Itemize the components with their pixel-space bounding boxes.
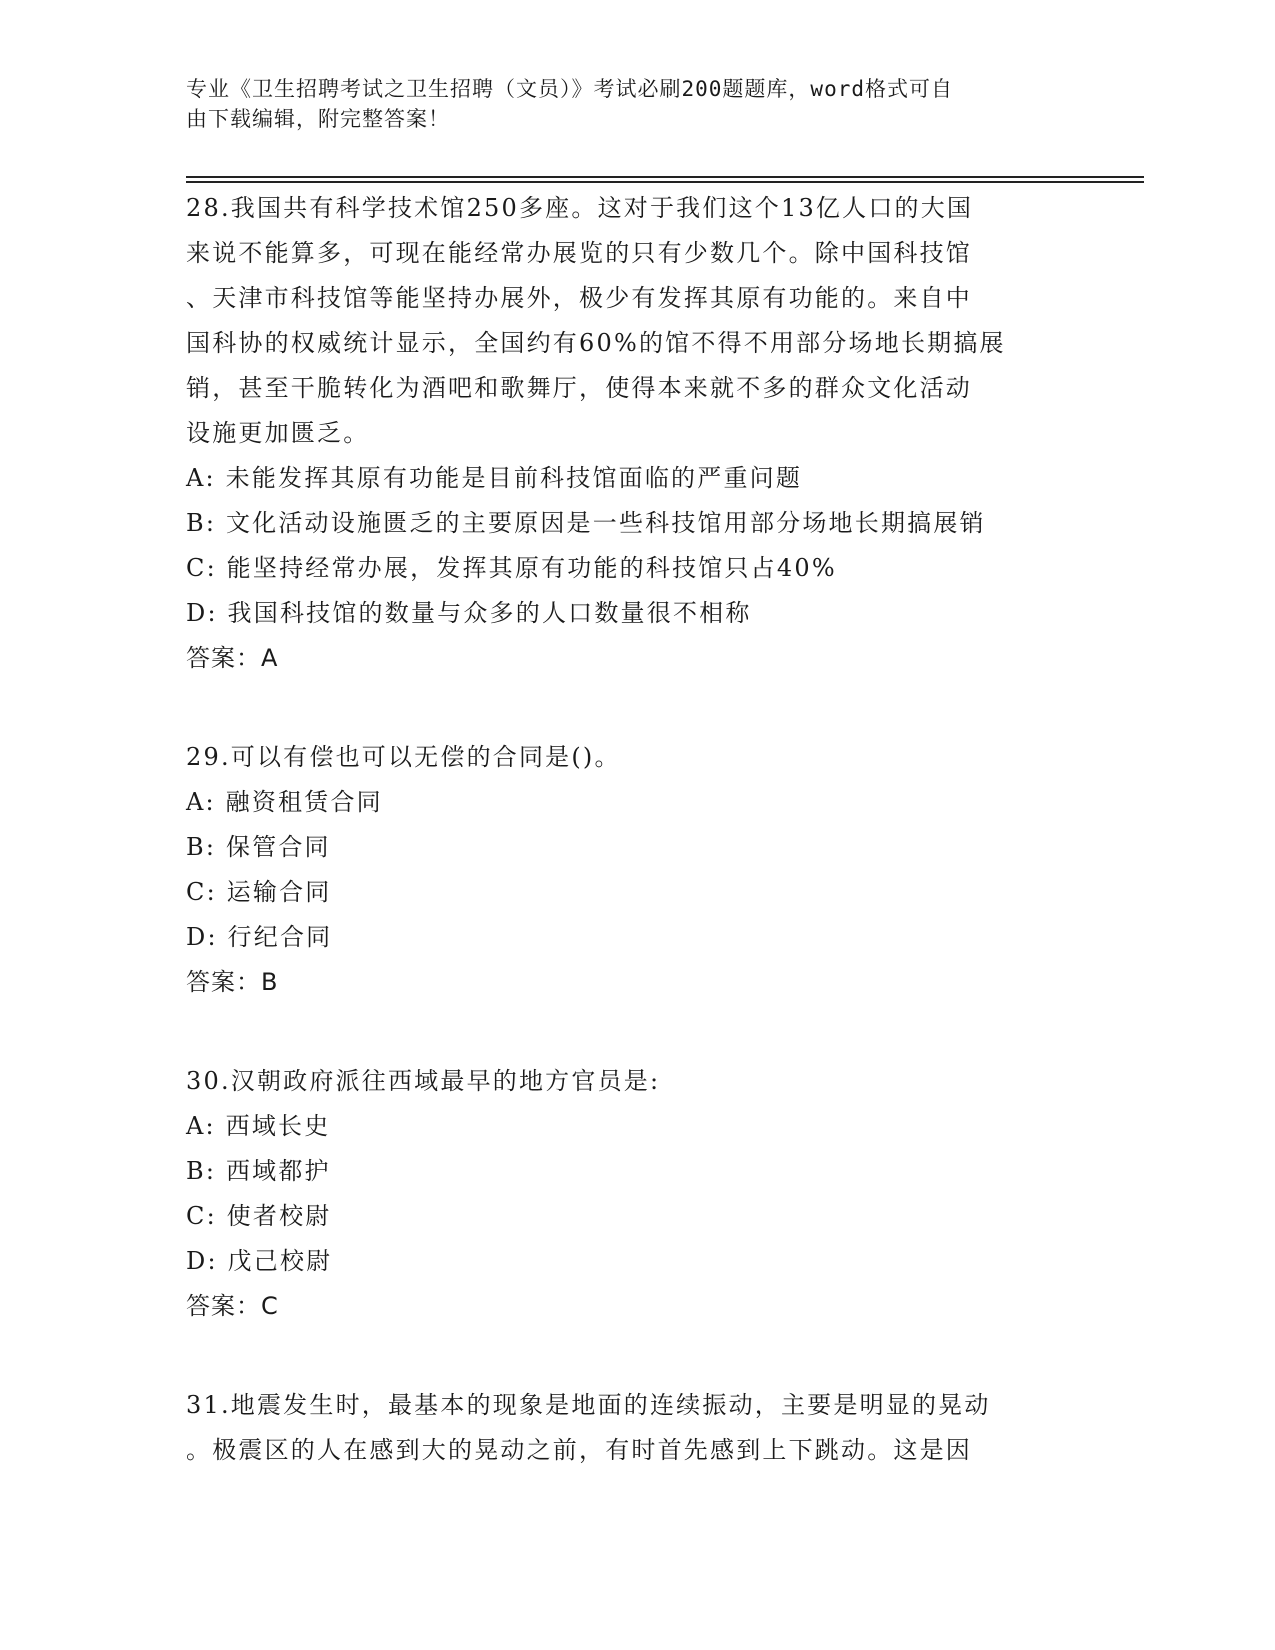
question-stem-line: 、天津市科技馆等能坚持办展外，极少有发挥其原有功能的。来自中 — [186, 284, 972, 312]
answer-key: 答案：B — [186, 968, 279, 996]
answer-key: 答案：C — [186, 1292, 279, 1320]
question-stem-line: 30.汉朝政府派往西域最早的地方官员是: — [186, 1067, 661, 1095]
question-stem-line: 国科协的权威统计显示，全国约有60%的馆不得不用部分场地长期搞展 — [186, 329, 1006, 357]
question-stem-line: 29.可以有偿也可以无偿的合同是()。 — [186, 743, 621, 771]
header-line-2: 由下载编辑，附完整答案！ — [186, 107, 450, 131]
answer-option: B: 西域都护 — [186, 1157, 331, 1185]
question-block — [186, 1059, 1086, 1329]
header-divider-bottom — [186, 181, 1144, 183]
question-stem-line: 销，甚至干脆转化为酒吧和歌舞厅，使得本来就不多的群众文化活动 — [186, 374, 972, 402]
question-block — [186, 1383, 1086, 1473]
header-line-1: 专业《卫生招聘考试之卫生招聘（文员）》考试必刷200题题库，word格式可自 — [186, 77, 953, 101]
question-stem-line: 31.地震发生时，最基本的现象是地面的连续振动，主要是明显的晃动 — [186, 1391, 991, 1419]
question-stem-line: 。极震区的人在感到大的晃动之前，有时首先感到上下跳动。这是因 — [186, 1436, 972, 1464]
answer-option: C: 使者校尉 — [186, 1202, 332, 1230]
answer-option: D: 戊己校尉 — [186, 1247, 333, 1275]
answer-option: C: 运输合同 — [186, 878, 332, 906]
answer-option: C: 能坚持经常办展，发挥其原有功能的科技馆只占40% — [186, 554, 837, 582]
question-stem-line: 来说不能算多，可现在能经常办展览的只有少数几个。除中国科技馆 — [186, 239, 972, 267]
answer-option: A: 未能发挥其原有功能是目前科技馆面临的严重问题 — [186, 464, 803, 492]
answer-option: A: 西域长史 — [186, 1112, 331, 1140]
answer-option: B: 文化活动设施匮乏的主要原因是一些科技馆用部分场地长期搞展销 — [186, 509, 986, 537]
answer-option: D: 行纪合同 — [186, 923, 333, 951]
answer-option: B: 保管合同 — [186, 833, 331, 861]
question-stem-line: 28.我国共有科学技术馆250多座。这对于我们这个13亿人口的大国 — [186, 194, 974, 222]
question-stem-line: 设施更加匮乏。 — [186, 419, 370, 447]
header-divider-top — [186, 176, 1144, 178]
answer-key: 答案：A — [186, 644, 279, 672]
question-block — [186, 186, 1086, 681]
document-header — [186, 74, 1056, 134]
question-list — [186, 186, 1086, 1527]
answer-option: A: 融资租赁合同 — [186, 788, 383, 816]
question-block — [186, 735, 1086, 1005]
answer-option: D: 我国科技馆的数量与众多的人口数量很不相称 — [186, 599, 752, 627]
